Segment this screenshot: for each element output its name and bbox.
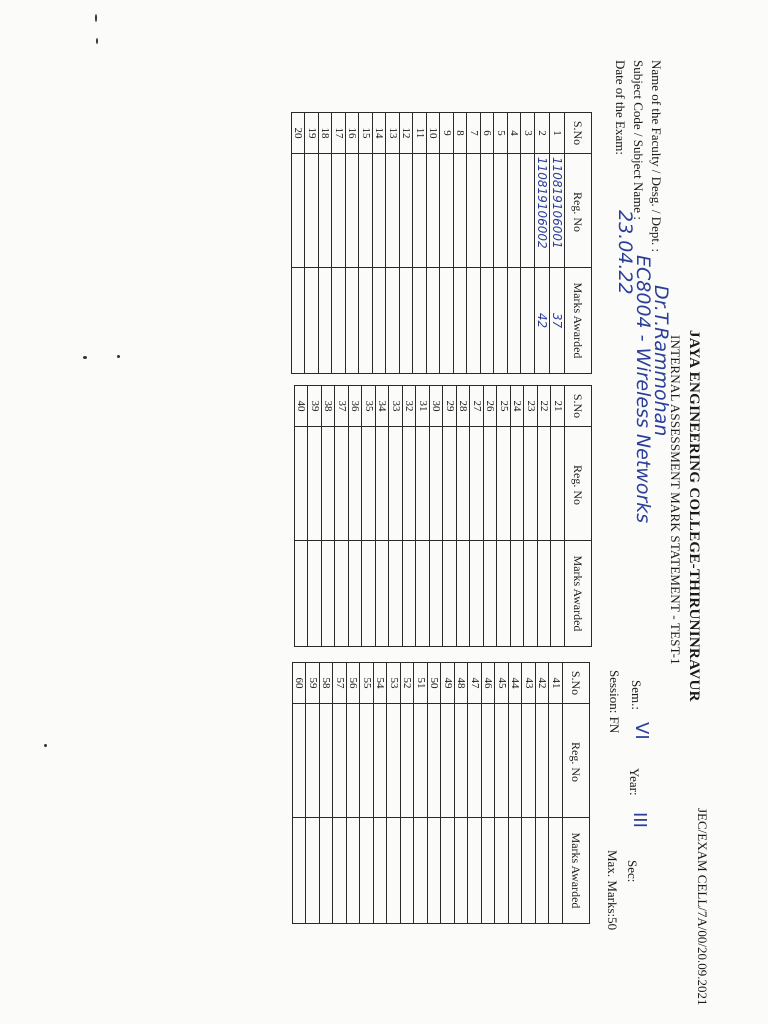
row-marks (549, 818, 563, 924)
row-marks (400, 268, 414, 374)
row-reg-no (333, 704, 347, 818)
row-marks (347, 818, 361, 924)
table-row (360, 663, 374, 924)
statement-title: INTERNAL ASSESSMENT MARK STATEMENT - TEST-1 (668, 335, 683, 665)
row-reg-no (346, 154, 360, 268)
marks-table-2 (294, 385, 592, 647)
row-reg-no (414, 704, 428, 818)
table-row (470, 386, 484, 647)
table-row (373, 113, 387, 374)
row-sno: 25 (497, 386, 511, 427)
table-row (468, 663, 482, 924)
row-reg-no (538, 427, 552, 541)
table-row (428, 663, 442, 924)
row-sno: 9 (440, 113, 454, 154)
table-row (521, 113, 535, 374)
scan-speck (44, 744, 47, 747)
row-sno: 56 (347, 663, 361, 704)
row-sno: 35 (362, 386, 376, 427)
row-reg-no (305, 154, 319, 268)
row-sno: 4 (508, 113, 522, 154)
row-marks (521, 268, 535, 374)
row-marks (484, 541, 498, 647)
row-reg-no (292, 154, 306, 268)
row-marks (292, 268, 306, 374)
table-row (440, 113, 454, 374)
row-reg-no (359, 154, 373, 268)
row-sno: 55 (360, 663, 374, 704)
row-marks (346, 268, 360, 374)
row-sno: 57 (333, 663, 347, 704)
row-marks (509, 818, 523, 924)
row-sno: 11 (413, 113, 427, 154)
scan-speck (95, 14, 97, 22)
row-marks (414, 818, 428, 924)
table-row (322, 386, 336, 647)
faculty-label: Name of the Faculty / Desg. / Dept. : (649, 60, 664, 253)
row-marks (495, 818, 509, 924)
table-row (362, 386, 376, 647)
row-marks (306, 818, 320, 924)
table-row (430, 386, 444, 647)
col-marks: Marks Awarded (565, 541, 592, 647)
row-reg-no (441, 704, 455, 818)
table-row (522, 663, 536, 924)
row-reg-no: 110819106001 (550, 154, 565, 268)
row-sno: 23 (524, 386, 538, 427)
table-row (401, 663, 415, 924)
table-row (467, 113, 481, 374)
row-reg-no (549, 704, 563, 818)
row-reg-no (524, 427, 538, 541)
table-row (454, 113, 468, 374)
table-row (484, 386, 498, 647)
row-reg-no (322, 427, 336, 541)
row-marks (441, 818, 455, 924)
row-marks: 42 (535, 268, 550, 374)
session-label: Session: FN (607, 670, 622, 734)
row-marks (403, 541, 417, 647)
row-reg-no (360, 704, 374, 818)
row-marks (522, 818, 536, 924)
table-row (335, 386, 349, 647)
row-reg-no (413, 154, 427, 268)
row-reg-no (347, 704, 361, 818)
row-marks (305, 268, 319, 374)
col-reg: Reg. No (565, 154, 592, 268)
table-row (400, 113, 414, 374)
row-reg-no (403, 427, 417, 541)
table-row (443, 386, 457, 647)
table-row (349, 386, 363, 647)
table-row (414, 663, 428, 924)
row-reg-no (457, 427, 471, 541)
row-marks (551, 541, 565, 647)
row-reg-no (481, 154, 495, 268)
row-marks (467, 268, 481, 374)
row-reg-no (508, 154, 522, 268)
row-marks (308, 541, 322, 647)
row-reg-no (427, 154, 441, 268)
table-row (550, 113, 565, 374)
table-row (481, 113, 495, 374)
table-row (359, 113, 373, 374)
subject-value: EC8004 - Wireless Networks (632, 255, 654, 524)
row-reg-no (482, 704, 496, 818)
row-sno: 8 (454, 113, 468, 154)
row-reg-no (335, 427, 349, 541)
row-sno: 42 (536, 663, 550, 704)
row-sno: 44 (509, 663, 523, 704)
row-reg-no (376, 427, 390, 541)
row-sno: 3 (521, 113, 535, 154)
row-sno: 31 (416, 386, 430, 427)
row-reg-no (332, 154, 346, 268)
row-sno: 46 (482, 663, 496, 704)
row-marks (349, 541, 363, 647)
row-marks (413, 268, 427, 374)
row-reg-no (509, 704, 523, 818)
table-row (482, 663, 496, 924)
table-row (551, 386, 565, 647)
table-row (376, 386, 390, 647)
row-reg-no (308, 427, 322, 541)
row-reg-no: 110819106002 (535, 154, 550, 268)
row-marks: 37 (550, 268, 565, 374)
table-row (494, 113, 508, 374)
table-row (497, 386, 511, 647)
table-row (508, 113, 522, 374)
table-row (306, 663, 320, 924)
row-reg-no (306, 704, 320, 818)
table-row (416, 386, 430, 647)
col-sno: S.No (563, 663, 590, 704)
row-sno: 1 (550, 113, 565, 154)
row-reg-no (349, 427, 363, 541)
row-sno: 50 (428, 663, 442, 704)
row-reg-no (320, 704, 334, 818)
row-reg-no (374, 704, 388, 818)
row-reg-no (521, 154, 535, 268)
row-sno: 26 (484, 386, 498, 427)
row-sno: 32 (403, 386, 417, 427)
row-marks (359, 268, 373, 374)
row-sno: 6 (481, 113, 495, 154)
row-reg-no (319, 154, 333, 268)
row-reg-no (416, 427, 430, 541)
row-sno: 47 (468, 663, 482, 704)
row-sno: 7 (467, 113, 481, 154)
row-reg-no (470, 427, 484, 541)
table-row (389, 386, 403, 647)
table-row (320, 663, 334, 924)
row-reg-no (494, 154, 508, 268)
row-sno: 33 (389, 386, 403, 427)
row-reg-no (536, 704, 550, 818)
max-marks-label: Max. Marks:50 (605, 850, 620, 931)
row-sno: 60 (293, 663, 307, 704)
row-reg-no (484, 427, 498, 541)
row-sno: 52 (401, 663, 415, 704)
table-row (549, 663, 563, 924)
sec-label: Sec: (625, 860, 640, 883)
row-marks (293, 818, 307, 924)
table-row (333, 663, 347, 924)
table-row (319, 113, 333, 374)
date-value: 23.04.22 (614, 210, 636, 295)
row-reg-no (551, 427, 565, 541)
row-reg-no (467, 154, 481, 268)
row-marks (362, 541, 376, 647)
year-value: III (629, 812, 650, 828)
row-reg-no (401, 704, 415, 818)
row-sno: 28 (457, 386, 471, 427)
row-marks (295, 541, 309, 647)
row-marks (322, 541, 336, 647)
year-label: Year: (627, 768, 642, 796)
row-sno: 45 (495, 663, 509, 704)
row-marks (376, 541, 390, 647)
row-sno: 12 (400, 113, 414, 154)
row-sno: 39 (308, 386, 322, 427)
row-marks (536, 818, 550, 924)
row-marks (374, 818, 388, 924)
row-marks (538, 541, 552, 647)
table-row (346, 113, 360, 374)
row-sno: 22 (538, 386, 552, 427)
table-row (305, 113, 319, 374)
subject-label: Subject Code / Subject Name : (631, 60, 646, 220)
college-name: JAYA ENGINEERING COLLEGE-THIRUNINRAVUR (686, 330, 702, 702)
row-marks (320, 818, 334, 924)
table-row (455, 663, 469, 924)
row-reg-no (455, 704, 469, 818)
row-reg-no (386, 154, 400, 268)
row-marks (440, 268, 454, 374)
table-row (524, 386, 538, 647)
row-marks (468, 818, 482, 924)
row-marks (389, 541, 403, 647)
row-marks (387, 818, 401, 924)
row-sno: 41 (549, 663, 563, 704)
row-marks (455, 818, 469, 924)
row-marks (401, 818, 415, 924)
table-row (427, 113, 441, 374)
row-marks (470, 541, 484, 647)
table-row (347, 663, 361, 924)
sem-value: VI (631, 722, 652, 740)
row-marks (386, 268, 400, 374)
row-sno: 10 (427, 113, 441, 154)
row-marks (373, 268, 387, 374)
table-row (511, 386, 525, 647)
row-sno: 54 (374, 663, 388, 704)
row-marks (427, 268, 441, 374)
row-sno: 20 (292, 113, 306, 154)
col-marks: Marks Awarded (563, 818, 590, 924)
row-sno: 51 (414, 663, 428, 704)
row-marks (335, 541, 349, 647)
row-reg-no (389, 427, 403, 541)
row-reg-no (522, 704, 536, 818)
row-marks (481, 268, 495, 374)
table-row (495, 663, 509, 924)
row-marks (482, 818, 496, 924)
row-reg-no (468, 704, 482, 818)
col-reg: Reg. No (563, 704, 590, 818)
row-reg-no (428, 704, 442, 818)
row-sno: 43 (522, 663, 536, 704)
row-sno: 27 (470, 386, 484, 427)
row-sno: 30 (430, 386, 444, 427)
table-row (386, 113, 400, 374)
row-reg-no (495, 704, 509, 818)
row-marks (319, 268, 333, 374)
row-reg-no (430, 427, 444, 541)
marks-table-3 (292, 662, 590, 924)
marks-table-1 (291, 112, 592, 374)
table-row (292, 113, 306, 374)
table-row (535, 113, 550, 374)
table-row (295, 386, 309, 647)
row-reg-no (454, 154, 468, 268)
table-row (441, 663, 455, 924)
row-sno: 36 (349, 386, 363, 427)
row-marks (454, 268, 468, 374)
table-row (457, 386, 471, 647)
table-row (308, 386, 322, 647)
row-reg-no (387, 704, 401, 818)
row-reg-no (440, 154, 454, 268)
row-sno: 17 (332, 113, 346, 154)
faculty-value: Dr.T.Rammohan (650, 285, 672, 437)
row-sno: 15 (359, 113, 373, 154)
row-marks (494, 268, 508, 374)
row-reg-no (511, 427, 525, 541)
row-sno: 13 (386, 113, 400, 154)
row-sno: 21 (551, 386, 565, 427)
row-marks (457, 541, 471, 647)
row-sno: 59 (306, 663, 320, 704)
row-sno: 16 (346, 113, 360, 154)
row-marks (332, 268, 346, 374)
col-sno: S.No (565, 113, 592, 154)
row-marks (360, 818, 374, 924)
table-row (413, 113, 427, 374)
scan-speck (83, 356, 87, 359)
row-marks (524, 541, 538, 647)
row-sno: 37 (335, 386, 349, 427)
row-marks (443, 541, 457, 647)
table-row (536, 663, 550, 924)
row-marks (333, 818, 347, 924)
table-row (387, 663, 401, 924)
col-marks: Marks Awarded (565, 268, 592, 374)
row-marks (430, 541, 444, 647)
row-sno: 49 (441, 663, 455, 704)
table-row (403, 386, 417, 647)
row-reg-no (293, 704, 307, 818)
row-sno: 14 (373, 113, 387, 154)
row-sno: 5 (494, 113, 508, 154)
table-row (332, 113, 346, 374)
table-row (509, 663, 523, 924)
scan-speck (117, 355, 120, 358)
row-reg-no (497, 427, 511, 541)
row-marks (511, 541, 525, 647)
col-reg: Reg. No (565, 427, 592, 541)
row-reg-no (373, 154, 387, 268)
row-sno: 40 (295, 386, 309, 427)
row-sno: 29 (443, 386, 457, 427)
row-reg-no (362, 427, 376, 541)
date-label: Date of the Exam: (613, 60, 628, 155)
row-sno: 53 (387, 663, 401, 704)
row-sno: 19 (305, 113, 319, 154)
row-marks (497, 541, 511, 647)
table-row (538, 386, 552, 647)
row-marks (428, 818, 442, 924)
table-row (293, 663, 307, 924)
row-sno: 2 (535, 113, 550, 154)
row-marks (508, 268, 522, 374)
row-reg-no (443, 427, 457, 541)
row-reg-no (400, 154, 414, 268)
scan-speck (96, 38, 98, 44)
row-marks (416, 541, 430, 647)
col-sno: S.No (565, 386, 592, 427)
row-sno: 38 (322, 386, 336, 427)
row-sno: 48 (455, 663, 469, 704)
row-sno: 34 (376, 386, 390, 427)
sem-label: Sem.: (629, 680, 644, 710)
row-sno: 58 (320, 663, 334, 704)
row-sno: 24 (511, 386, 525, 427)
row-reg-no (295, 427, 309, 541)
row-sno: 18 (319, 113, 333, 154)
document-code: JEC/EXAM CELL/7A/00/20.09.2021 (695, 808, 710, 1006)
table-row (374, 663, 388, 924)
